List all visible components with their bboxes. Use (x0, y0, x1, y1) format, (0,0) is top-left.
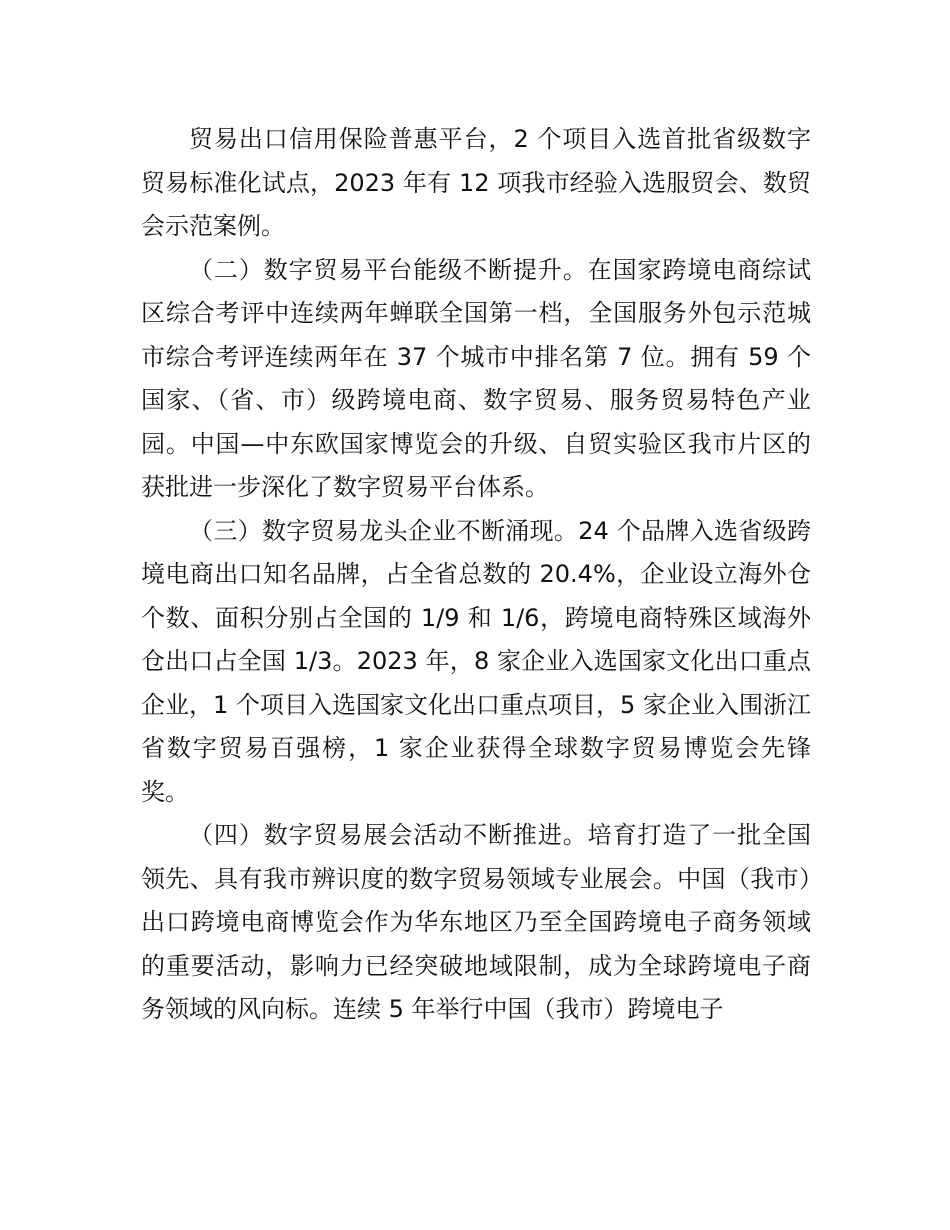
paragraph-exhibition-activities: （四）数字贸易展会活动不断推进。培育打造了一批全国领先、具有我市辨识度的数字贸易领域专业展会。中国（我市）出口跨境电商博览会作为华东地区乃至全国跨境电子商务领域的重要活动，影响力已经突破地域限制，成为全球跨境电子商务领域的风向标。连续 5 年举行中国（我市）跨境电子 (141, 821, 811, 1023)
document-body (141, 118, 811, 1032)
paragraph-leading-enterprises: （三）数字贸易龙头企业不断涌现。24 个品牌入选省级跨境电商出口知名品牌，占全省总数的 20.4%，企业设立海外仓个数、面积分别占全国的 1/9 和 1/6，跨境电商特殊区域海外仓出口占全国 1/3。2023 年，8 家企业入选国家文化出口重点企业，1 个项目入选国家文化出口重点项目，5 家企业入围浙江省数字贸易百强榜，1 家企业获得全球数字贸易博览会先锋奖。 (141, 516, 811, 806)
paragraph-trade-credit-insurance: 贸易出口信用保险普惠平台，2 个项目入选首批省级数字贸易标准化试点，2023 年有 12 项我市经验入选服贸会、数贸会示范案例。 (141, 125, 811, 240)
paragraph-platform-level: （二）数字贸易平台能级不断提升。在国家跨境电商综试区综合考评中连续两年蝉联全国第一档，全国服务外包示范城市综合考评连续两年在 37 个城市中排名第 7 位。拥有 59 个国家、（省、市）级跨境电商、数字贸易、服务贸易特色产业园。中国—中东欧国家博览会的升级、自贸实验区我市片区的获批进一步深化了数字贸易平台体系。 (141, 255, 811, 501)
